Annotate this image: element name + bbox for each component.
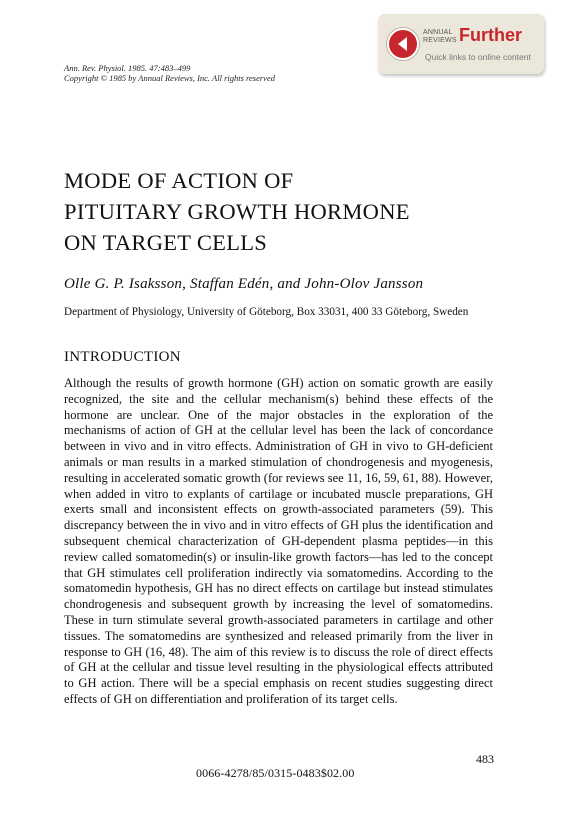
title-line-2: PITUITARY GROWTH HORMONE bbox=[64, 199, 410, 224]
citation-line-journal: Ann. Rev. Physiol. 1985. 47:483–499 bbox=[64, 63, 191, 73]
page-number: 483 bbox=[476, 752, 494, 766]
author-list: Olle G. P. Isaksson, Staffan Edén, and John-Olov Jansson bbox=[64, 276, 424, 292]
further-subtitle: Quick links to online content bbox=[425, 52, 531, 62]
section-heading-introduction: INTRODUCTION bbox=[64, 349, 181, 365]
article-title bbox=[64, 165, 504, 258]
citation-line-copyright: Copyright © 1985 by Annual Reviews, Inc. All rights reserved bbox=[64, 73, 275, 83]
further-wordmark: Further bbox=[459, 25, 522, 45]
author-affiliation: Department of Physiology, University of Göteborg, Box 33031, 400 33 Göteborg, Sweden bbox=[64, 306, 469, 318]
journal-citation bbox=[64, 63, 275, 83]
annual-reviews-wordmark bbox=[423, 29, 457, 45]
brand-line-reviews: REVIEWS bbox=[423, 37, 457, 44]
title-line-1: MODE OF ACTION OF bbox=[64, 168, 294, 193]
introduction-paragraph: Although the results of growth hormone (GH) action on somatic growth are easily recognized, the site and the cellular mechanism(s) behind these effects of the hormone are unclear. One of the major obstacles in the exploration of the mechanisms of action of GH at the cellular level has been the lack of concordance between in vivo and in vitro effects. Administration of GH in vivo to GH-deficient animals or man results in a marked stimulation of chondrogenesis and myogenesis, resulting in accelerated somatic growth (for reviews see 11, 16, 59, 61, 88). However, when added in vitro to explants of cartilage or incubated muscle preparations, GH exerts small and inconsistent effects on growth-associated parameters (59). This discrepancy between the in vivo and in vitro effects of GH plus the identification and subsequent chemical characterization of GH-dependent plasma peptides—in this review called somatomedin(s) or insulin-like growth factors—has led to the concept that GH stimulates cell proliferation indirectly via somatomedins. According to the somatomedin hypothesis, GH has no direct effects on cartilage but instead stimulates chondrogenesis and subsequent growth by increasing the level of somatomedins. These in turn stimulate several growth-associated parameters in cartilage and other tissues. The somatomedins are synthesized and released primarily from the liver in response to GH (16, 48). The aim of this review is to discuss the role of direct effects of GH at the cellular and tissue level resulting in the physiological effects attributed to GH action. There will be a special emphasis on recent studies suggesting direct effects of GH on differentiation and proliferation of its target cells. bbox=[64, 376, 493, 706]
article-price-code: 0066-4278/85/0315-0483$02.00 bbox=[196, 766, 355, 780]
play-arrow-icon bbox=[387, 28, 419, 60]
title-line-3: ON TARGET CELLS bbox=[64, 230, 268, 255]
brand-line-annual: ANNUAL bbox=[423, 29, 453, 36]
annual-reviews-further-badge[interactable] bbox=[378, 14, 544, 74]
